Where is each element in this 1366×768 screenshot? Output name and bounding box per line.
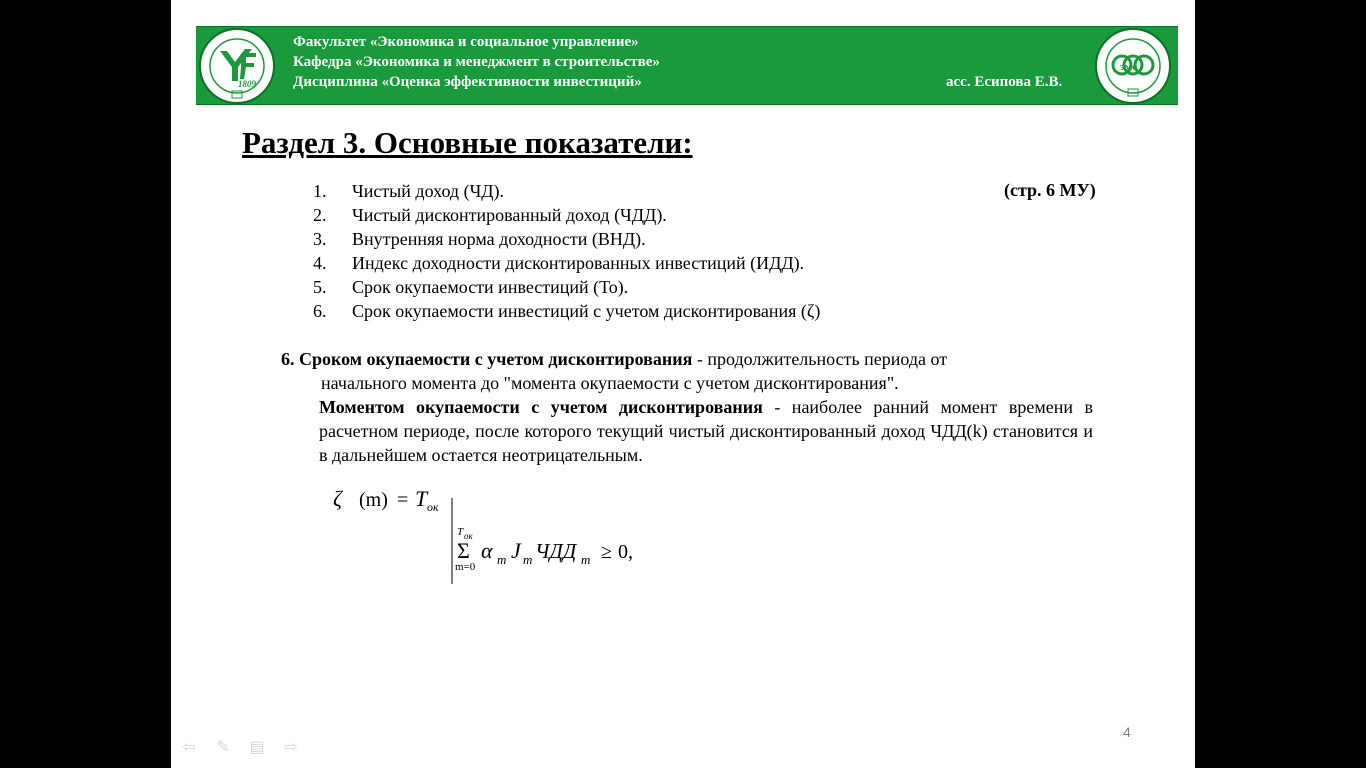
- svg-text:ЧДД: ЧДД: [535, 539, 577, 563]
- department-logo-icon: [1094, 27, 1172, 105]
- next-arrow-icon[interactable]: ⇨: [284, 737, 298, 756]
- list-item: 5. Срок окупаемости инвестиций (То).: [313, 277, 629, 297]
- svg-text:ζ: ζ: [333, 486, 342, 511]
- svg-text:0,: 0,: [618, 541, 633, 563]
- author-name: асс. Есипова Е.В.: [946, 74, 1063, 90]
- definition-term-2: Моментом окупаемости с учетом дисконтирования: [319, 397, 763, 417]
- pen-icon[interactable]: ✎: [216, 737, 230, 756]
- menu-icon[interactable]: ▤: [249, 737, 265, 756]
- discipline-line: Дисциплина «Оценка эффективности инвестиций»: [293, 74, 642, 90]
- svg-text:m=0: m=0: [455, 561, 476, 573]
- department-line: Кафедра «Экономика и менеджмент в строительстве»: [293, 54, 660, 70]
- definition-block: [281, 347, 1093, 467]
- header-banner: [196, 26, 1178, 105]
- slide: [171, 0, 1195, 768]
- section-title: Раздел 3. Основные показатели:: [242, 125, 693, 160]
- payback-formula: [331, 480, 671, 590]
- svg-text:T: T: [457, 526, 464, 538]
- svg-text:Σ: Σ: [457, 538, 470, 563]
- definition-term-1: 6. Сроком окупаемости с учетом дисконтирования: [281, 349, 693, 369]
- svg-text:≥: ≥: [601, 541, 612, 563]
- university-logo-icon: [198, 27, 276, 105]
- svg-text:J: J: [511, 538, 521, 563]
- slideshow-nav: [179, 738, 301, 758]
- svg-text:=: =: [397, 489, 409, 511]
- svg-text:α: α: [481, 538, 493, 563]
- previous-arrow-icon[interactable]: ⇦: [182, 737, 196, 756]
- svg-text:ок: ок: [464, 531, 473, 541]
- faculty-line: Факультет «Экономика и социальное управление»: [293, 34, 639, 50]
- definition-paragraph-1: 6. Сроком окупаемости с учетом дисконтирования - продолжительность периода от начального момента до "момента окупаемости с учетом дисконтирования".: [281, 349, 948, 393]
- list-item: 2. Чистый дисконтированный доход (ЧДД).: [313, 205, 667, 225]
- svg-text:ок: ок: [427, 500, 439, 514]
- svg-text:(m): (m): [359, 489, 388, 511]
- svg-text:1809: 1809: [238, 79, 256, 89]
- svg-text:эмс: эмс: [1120, 61, 1138, 73]
- list-item: 1. Чистый доход (ЧД).: [313, 181, 505, 201]
- svg-text:m: m: [581, 552, 591, 567]
- list-item: 3. Внутренняя норма доходности (ВНД).: [313, 229, 646, 249]
- indicators-list: [313, 181, 820, 325]
- svg-text:m: m: [497, 552, 507, 567]
- page-reference: (стр. 6 МУ): [1004, 180, 1096, 200]
- svg-text:T: T: [415, 486, 428, 511]
- list-item: 4. Индекс доходности дисконтированных инвестиций (ИДД).: [313, 253, 805, 273]
- page-number: 4: [1123, 724, 1131, 740]
- svg-text:m: m: [523, 552, 533, 567]
- list-item: 6. Срок окупаемости инвестиций с учетом дисконтирования (ζ): [313, 301, 821, 321]
- definition-paragraph-2: Моментом окупаемости с учетом дисконтирования - наиболее ранний момент времени в расчетном периоде, после которого текущий чистый дисконтированный доход ЧДД(k) становится и в дальнейшем остается неотрицательным.: [319, 397, 1094, 465]
